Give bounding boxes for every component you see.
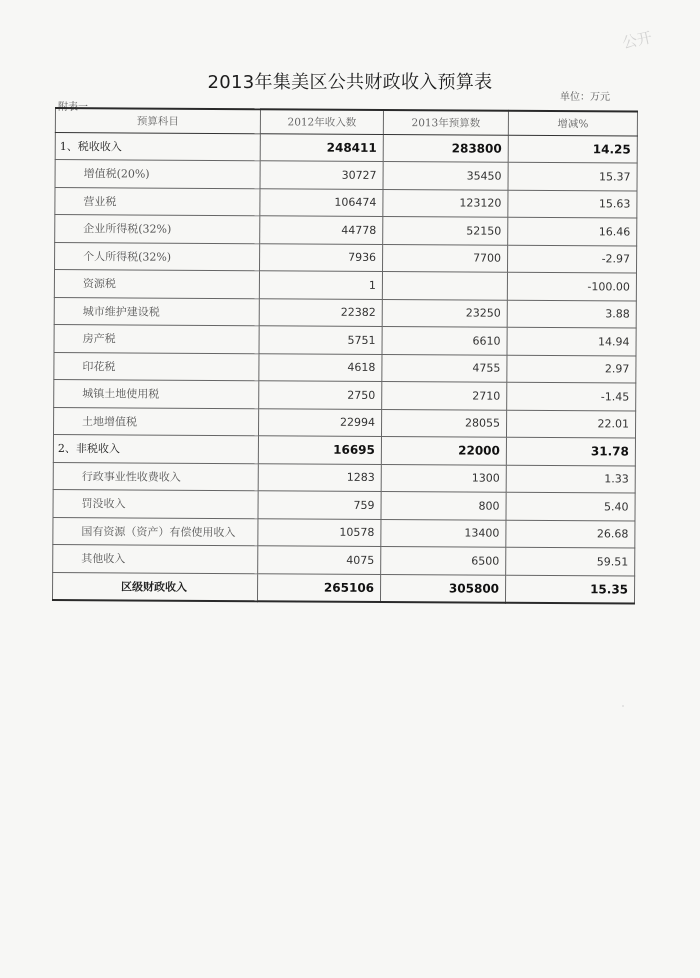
row-subject-cell: 房产税 xyxy=(54,324,259,353)
column-header-subject: 预算科目 xyxy=(55,108,260,133)
row-2013-budget-cell xyxy=(382,272,507,300)
row-2013-budget-cell: 1300 xyxy=(381,464,506,492)
table-body xyxy=(52,132,637,603)
row-subject-cell: 企业所得税(32%) xyxy=(55,215,260,244)
row-change-percent-cell: 59.51 xyxy=(506,547,635,575)
table-row xyxy=(53,434,635,465)
row-2012-revenue-cell: 4075 xyxy=(258,546,381,574)
table-row xyxy=(55,242,637,273)
row-subject-cell: 罚没收入 xyxy=(53,489,258,518)
row-2012-revenue-cell: 5751 xyxy=(259,326,382,354)
row-2013-budget-cell: 13400 xyxy=(381,519,506,547)
row-subject-cell: 增值税(20%) xyxy=(55,160,260,189)
row-subject-cell: 城镇土地使用税 xyxy=(54,379,259,408)
row-2013-budget-cell: 283800 xyxy=(383,134,508,162)
row-change-percent-cell: 3.88 xyxy=(507,300,636,328)
table-row xyxy=(55,132,637,163)
row-subject-cell: 其他收入 xyxy=(53,544,258,573)
row-change-percent-cell: 15.63 xyxy=(508,190,637,218)
row-2012-revenue-cell: 4618 xyxy=(259,353,382,381)
table-row xyxy=(53,544,635,575)
row-2013-budget-cell: 4755 xyxy=(382,354,507,382)
row-2012-revenue-cell: 106474 xyxy=(260,188,383,216)
table-row xyxy=(53,407,635,438)
row-2012-revenue-cell: 1 xyxy=(259,271,382,299)
table-row xyxy=(52,572,634,603)
row-2012-revenue-cell: 30727 xyxy=(260,161,383,189)
scan-speck xyxy=(622,705,624,707)
row-2012-revenue-cell: 22994 xyxy=(258,408,381,436)
row-subject-cell: 营业税 xyxy=(55,187,260,216)
unit-label: 单位：万元 xyxy=(560,92,610,103)
table-row xyxy=(53,462,635,493)
row-change-percent-cell: 14.25 xyxy=(508,135,637,163)
budget-table xyxy=(52,107,638,604)
table-row xyxy=(53,489,635,520)
row-2012-revenue-cell: 16695 xyxy=(258,436,381,464)
attachment-label: 附表一 xyxy=(58,102,88,113)
row-subject-cell: 城市维护建设税 xyxy=(54,297,259,326)
table-row xyxy=(53,517,635,548)
row-2013-budget-cell: 6610 xyxy=(382,327,507,355)
row-2013-budget-cell: 800 xyxy=(381,491,506,519)
table-row xyxy=(55,160,637,191)
column-header-2012-revenue: 2012年收入数 xyxy=(260,109,383,134)
table-row xyxy=(54,297,636,328)
row-2012-revenue-cell: 10578 xyxy=(258,518,381,546)
row-change-percent-cell: -1.45 xyxy=(507,382,636,410)
row-2012-revenue-cell: 22382 xyxy=(259,298,382,326)
row-subject-cell: 印花税 xyxy=(54,352,259,381)
row-change-percent-cell: 5.40 xyxy=(506,492,635,520)
row-2013-budget-cell: 2710 xyxy=(382,382,507,410)
row-change-percent-cell: 26.68 xyxy=(506,520,635,548)
row-subject-cell: 资源税 xyxy=(54,270,259,299)
row-2013-budget-cell: 305800 xyxy=(380,574,505,602)
row-2013-budget-cell: 35450 xyxy=(383,162,508,190)
column-header-2013-budget: 2013年预算数 xyxy=(383,110,508,135)
row-2012-revenue-cell: 265106 xyxy=(257,573,380,601)
row-change-percent-cell: 22.01 xyxy=(506,410,635,438)
row-2013-budget-cell: 52150 xyxy=(383,217,508,245)
row-change-percent-cell: 14.94 xyxy=(507,327,636,355)
row-change-percent-cell: 15.35 xyxy=(505,575,634,603)
row-change-percent-cell: -2.97 xyxy=(507,245,636,273)
row-2012-revenue-cell: 2750 xyxy=(259,381,382,409)
column-header-change-percent: 增减% xyxy=(508,111,637,136)
table-row xyxy=(55,215,637,246)
row-change-percent-cell: 15.37 xyxy=(508,162,637,190)
row-change-percent-cell: 2.97 xyxy=(507,355,636,383)
table-row xyxy=(54,379,636,410)
row-2013-budget-cell: 6500 xyxy=(381,546,506,574)
row-subject-cell: 2、非税收入 xyxy=(53,434,258,463)
table-row xyxy=(55,187,637,218)
row-subject-cell: 个人所得税(32%) xyxy=(55,242,260,271)
row-2013-budget-cell: 28055 xyxy=(381,409,506,437)
table-row xyxy=(54,324,636,355)
row-change-percent-cell: 31.78 xyxy=(506,437,635,465)
row-2013-budget-cell: 7700 xyxy=(383,244,508,272)
row-subject-cell: 国有资源（资产）有偿使用收入 xyxy=(53,517,258,546)
row-subject-cell: 土地增值税 xyxy=(53,407,258,436)
row-change-percent-cell: 1.33 xyxy=(506,465,635,493)
row-change-percent-cell: -100.00 xyxy=(507,272,636,300)
page-title: 2013年集美区公共财政收入预算表 xyxy=(207,72,493,93)
row-2012-revenue-cell: 1283 xyxy=(258,463,381,491)
table-header-row xyxy=(55,108,637,136)
row-subject-cell: 区级财政收入 xyxy=(52,572,257,601)
row-2013-budget-cell: 23250 xyxy=(382,299,507,327)
row-change-percent-cell: 16.46 xyxy=(508,217,637,245)
row-2013-budget-cell: 22000 xyxy=(381,437,506,465)
row-2012-revenue-cell: 248411 xyxy=(260,133,383,161)
row-2013-budget-cell: 123120 xyxy=(383,189,508,217)
row-2012-revenue-cell: 44778 xyxy=(260,216,383,244)
table-row xyxy=(54,270,636,301)
table-row xyxy=(54,352,636,383)
row-subject-cell: 行政事业性收费收入 xyxy=(53,462,258,491)
handwritten-mark-icon: 公开 xyxy=(620,28,654,53)
row-2012-revenue-cell: 759 xyxy=(258,491,381,519)
row-subject-cell: 1、税收收入 xyxy=(55,132,260,161)
row-2012-revenue-cell: 7936 xyxy=(260,243,383,271)
